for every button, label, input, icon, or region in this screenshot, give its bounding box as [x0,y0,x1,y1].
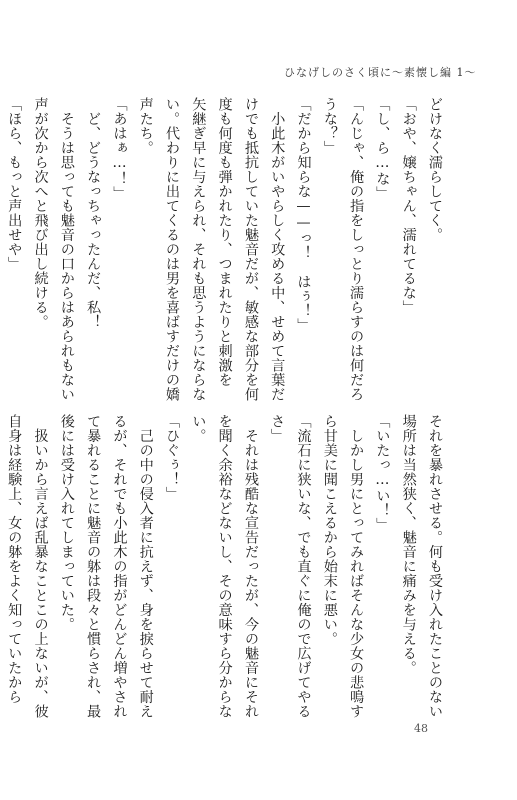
text-line: 「あはぁ…！」 [111,97,128,201]
text-line [0,97,1,387]
text-line: 「んじゃ、俺の指をしっとり濡らすのは何だろ [348,97,365,402]
text-line: さ」 [269,414,286,443]
text-line: 「し、ら…な」 [374,97,391,201]
text-line: 「ほら、もっと声出せや」 [6,97,23,271]
running-header: ひなげしのさく頃に〜素懐し編 1〜 [284,66,477,79]
text-line: 度も何度も弾かれたり、つまれたりと刺激を [216,97,233,387]
text-line: それは残酷な宣告だったが、今の魅音にそれ [242,414,259,719]
text-line: 「いたっ…い！」 [374,414,391,532]
lower-text-block [6,414,448,719]
text-line: 場所は当然狭く、魅音に痛みを与える。 [400,414,417,675]
text-line: るが、それでも小此木の指がどんどん増やされ [111,414,128,719]
text-line: 「ひぐぅ！」 [164,414,181,501]
text-line: うな？」 [321,97,338,155]
text-line: 声たち。 [137,97,154,155]
text-line: い。 [190,414,207,443]
text-line: 「おや、嬢ちゃん、濡れてるな」 [400,97,417,315]
text-line: それを暴れさせる。何も受け入れたことのない [427,414,443,719]
text-line: そうは思っても魅音の口からはあられもない [58,97,75,402]
text-line: どけなく濡らしてく。 [427,97,443,242]
text-line: けでも抵抗していた魅音だが、敏感な部分を何 [242,97,259,402]
text-line: 「流石に狭いな、でも直ぐに俺ので広げてやる [295,414,312,719]
text-line: を聞く余裕などないし、その意味すら分からな [216,414,233,719]
text-line: 扱いから言えば乱暴なことこの上ないが、彼 [32,414,49,719]
text-line: 小此木がいやらしく攻める中、せめて言葉だ [269,97,286,402]
page-number: 48 [414,722,428,735]
text-line: しかし男にとってみればそんな少女の悲鳴す [348,414,365,719]
text-line: 自身は経験上、女の躰をよく知っていたから [6,414,23,704]
upper-text-block [6,97,448,402]
text-line: て暴れることに魅音の躰は段々と慣らされ、最 [85,414,102,719]
text-line: 矢継ぎ早に与えられ、それも思うようにならな [190,97,207,402]
text-line: 己の中の侵入者に抗えず、身を捩らせて耐え [137,414,154,719]
text-line: 「だから知らな——っ！ はぅ！」 [295,97,312,333]
text-line: 後には受け入れてしまっていた。 [58,414,75,632]
text-line: ど、どうなっちゃったんだ、私！ [85,97,102,329]
text-line: い。代わりに出てくるのは男を喜ばすだけの嬌 [164,97,181,402]
text-line: ら甘美に聞こえるから始末に悪い。 [321,414,338,646]
text-line [0,414,1,704]
text-line: 声が次から次へと飛び出し続ける。 [32,97,49,329]
